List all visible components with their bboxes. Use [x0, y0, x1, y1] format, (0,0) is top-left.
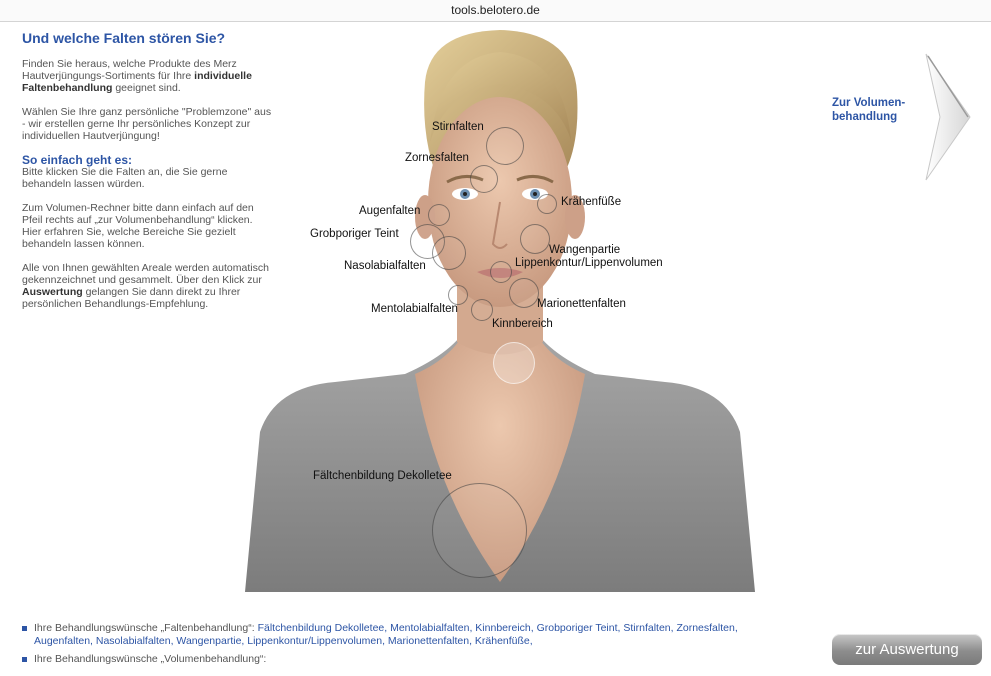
zone-hals[interactable]	[493, 342, 535, 384]
zone-zornesfalten[interactable]	[470, 165, 498, 193]
zone-dekolletee[interactable]	[432, 483, 527, 578]
volumen-link[interactable]: Zur Volumen-behandlung	[832, 97, 906, 123]
zone-lippenkontur[interactable]	[490, 261, 512, 283]
label-mentolabialfalten[interactable]: Mentolabialfalten	[371, 303, 458, 315]
label-grobporiger-teint[interactable]: Grobporiger Teint	[310, 228, 399, 240]
label-nasolabialfalten[interactable]: Nasolabialfalten	[344, 260, 426, 272]
zone-mentolabialfalten[interactable]	[448, 285, 468, 305]
bullet-icon	[22, 657, 27, 662]
zone-wangenpartie[interactable]	[520, 224, 550, 254]
intro-paragraph-2: Wählen Sie Ihre ganz persönliche "Problemzone" aus - wir erstellen gerne Ihr persönliches Konzept zur individuellen Hautverjüngung!	[22, 106, 272, 142]
zone-kraehenfuesse[interactable]	[537, 194, 557, 214]
summary-panel	[22, 622, 742, 671]
selected-falten-list: Fältchenbildung Dekolletee, Mentolabialfalten, Kinnbereich, Grobporiger Teint, Stirnfalten, Zornesfalten, Augenfalten, Nasolabialfalten, Wangenpartie, Lippenkontur/Lippenvolumen, Marionettenfalten, Krähenfüße,	[34, 622, 738, 647]
intro-paragraph-1: Finden Sie heraus, welche Produkte des Merz Hautverjüngungs-Sortiments für Ihre individuelle Faltenbehandlung geeignet sind.	[22, 58, 252, 94]
label-zornesfalten[interactable]: Zornesfalten	[405, 152, 469, 164]
label-stirnfalten[interactable]: Stirnfalten	[432, 121, 484, 133]
zone-kinnbereich[interactable]	[471, 299, 493, 321]
label-marionettenfalten[interactable]: Marionettenfalten	[537, 298, 626, 310]
intro-paragraph-3: Bitte klicken Sie die Falten an, die Sie gerne behandeln lassen würden.	[22, 166, 228, 190]
summary-volumen: Ihre Behandlungswünsche „Volumenbehandlung“:	[22, 653, 742, 666]
label-lippenkontur[interactable]: Lippenkontur/Lippenvolumen	[515, 257, 663, 269]
label-wangenpartie[interactable]: Wangenpartie	[549, 244, 621, 256]
zone-augenfalten[interactable]	[428, 204, 450, 226]
bullet-icon	[22, 626, 27, 631]
zone-nasolabialfalten[interactable]	[432, 236, 466, 270]
next-arrow-icon[interactable]	[922, 52, 974, 182]
page-title: Und welche Falten stören Sie?	[22, 30, 226, 46]
label-augenfalten[interactable]: Augenfalten	[359, 205, 421, 217]
evaluate-button[interactable]: zur Auswertung	[832, 634, 982, 665]
label-kinnbereich[interactable]: Kinnbereich	[492, 318, 553, 330]
address-bar[interactable]: tools.belotero.de	[0, 0, 991, 22]
summary-falten: Ihre Behandlungswünsche „Faltenbehandlung“: Fältchenbildung Dekolletee, Mentolabialfalten, Kinnbereich, Grobporiger Teint, Stirnfalten, Zornesfalten, Augenfalten, Nasolabialfalten, Wangenpartie, Lippenkontur/Lippenvolumen, Marionettenfalten, Krähenfüße,	[22, 622, 742, 648]
intro-paragraph-5: Alle von Ihnen gewählten Areale werden automatisch gekennzeichnet und gesammelt. Über den Klick zur Auswertung gelangen Sie dann direkt zu Ihrer persönlichen Behandlungs-Empfehlung.	[22, 262, 269, 310]
label-dekolletee[interactable]: Fältchenbildung Dekolletee	[313, 470, 452, 482]
label-kraehenfuesse[interactable]: Krähenfüße	[561, 196, 622, 208]
howto-heading: So einfach geht es:	[22, 153, 133, 167]
zone-marionettenfalten[interactable]	[509, 278, 539, 308]
intro-paragraph-4: Zum Volumen-Rechner bitte dann einfach auf den Pfeil rechts auf „zur Volumenbehandlung“ klicken. Hier erfahren Sie, welche Bereiche Sie gezielt behandeln lassen können.	[22, 202, 254, 250]
zone-stirnfalten[interactable]	[486, 127, 524, 165]
